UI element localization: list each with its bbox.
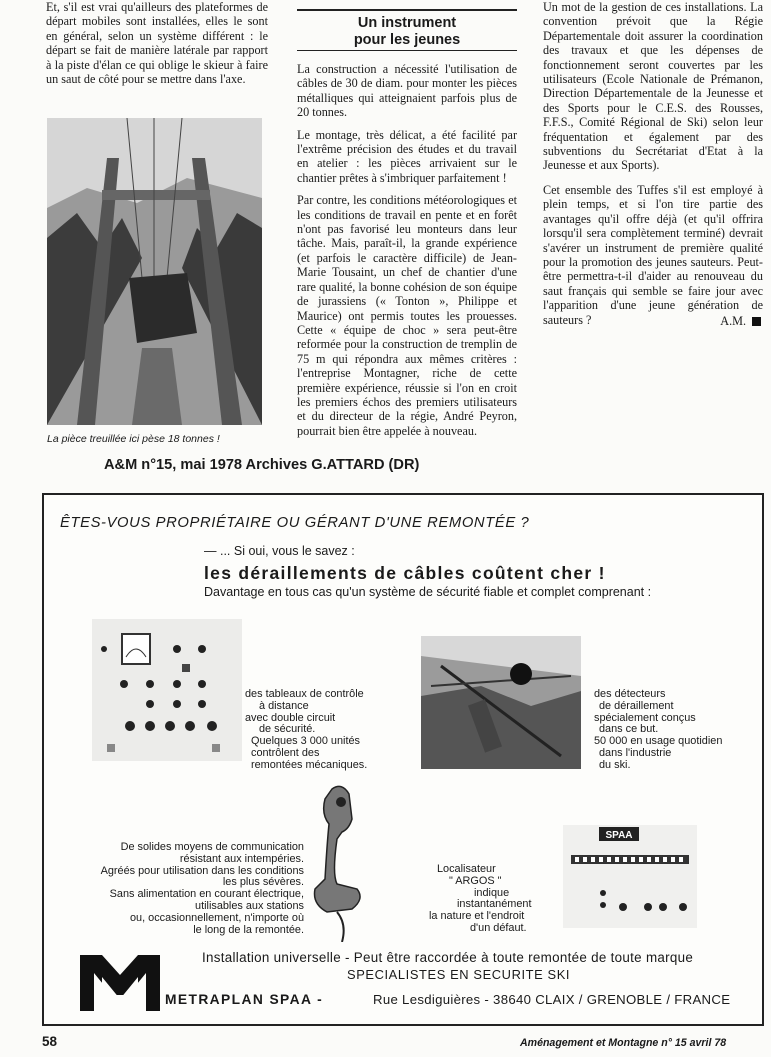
- argos-device-image: [563, 825, 697, 928]
- metraplan-logo-icon: [80, 955, 160, 1011]
- communication-description: [82, 842, 304, 936]
- ad-intro: Davantage en tous cas qu'un système de sécurité fiable et complet comprenant :: [204, 585, 652, 599]
- advertisement: [42, 493, 764, 1026]
- text-line: à distance: [259, 699, 309, 712]
- column-right: [543, 0, 763, 335]
- text-line: remontées mécaniques.: [251, 758, 368, 771]
- text-line: utilisables aux stations: [195, 899, 304, 912]
- paragraph: Un mot de la gestion de ces installations. La convention prévoit que la Régie Départementale doit assurer la coordination des travaux et que les dépenses de fonctionnement seront couvertes par les utilisateurs (Ecole Nationale de Prémanon, Direction Départementale de la Jeunesse et des Sports pour le C.E.S. des Rousses, F.F.S., Comité Régional de Ski) selon leur fréquentation et également par des subventions du Secrétariat d'Etat à la Jeunesse et aux Sports).: [543, 0, 763, 173]
- text-line: les plus sévères.: [222, 876, 304, 889]
- ad-address: Rue Lesdiguières - 38640 CLAIX / GRENOBLE / FRANCE: [373, 992, 731, 1007]
- text-line: dans l'industrie: [599, 746, 672, 759]
- signature-text: A.M.: [720, 314, 746, 328]
- text-line: ou, occasionnellement, n'importe où: [129, 911, 304, 924]
- text-line: Sans alimentation en courant électrique,: [109, 888, 304, 901]
- text-line: avec double circuit: [245, 711, 336, 724]
- text-line: de déraillement: [599, 699, 674, 712]
- text-line: De solides moyens de communication: [120, 841, 304, 853]
- ad-headline: les déraillements de câbles coûtent cher !: [204, 563, 606, 583]
- text-line: résistant aux intempéries.: [179, 852, 304, 865]
- text-line: dans ce but.: [599, 723, 659, 736]
- text-line: instantanément: [457, 898, 532, 911]
- section-title-line: Un instrument: [357, 15, 457, 31]
- paragraph: Par contre, les conditions météorologiques et les conditions de travail en pente et en forêt n'ont pas favorisé leu monteurs dans leur tâche. Mais, paraît-il, la grande expérience (et parfois le caractère difficile) de Jean-Marie Tousaint, un chef de chantier d'une rare qualité, la bonne cohésion de son équipe de jurassiens (« Tonton », Philippe et Maurice) ont permis toutes les prouesses. Cette « équipe de choc » sera peut-être reformée pour la construction de tremplin de 75 m qui répondra aux mêmes critères : l'entreprise Montagner, riche de cette première expérience, réussie si l'on en croit les premiers échos des premiers utilisateurs et du directeur de la régie, André Peyron, pourrait bien être appelée à nouveau.: [297, 193, 517, 438]
- telephone-handset-image: [307, 784, 367, 942]
- text-line: d'un défaut.: [470, 921, 527, 934]
- text-line: des détecteurs: [594, 688, 666, 700]
- panel-description: [245, 689, 367, 772]
- column-middle: [297, 62, 517, 446]
- section-title: [297, 9, 517, 51]
- text-line: le long de la remontée.: [193, 923, 304, 936]
- author-signature: [543, 314, 761, 329]
- text-line: du ski.: [599, 758, 631, 771]
- text-line: la nature et l'endroit: [429, 910, 525, 923]
- text-line: des tableaux de contrôle: [245, 688, 364, 700]
- running-footer: Aménagement et Montagne n° 15 avril 78: [520, 1037, 727, 1049]
- paragraph: Cet ensemble des Tuffes s'il est employé à plein temps, et si l'on tire partie des avantages qu'il offre déjà (et qu'il offrira lorsqu'il sera complètement terminé) devrait s'avérer un instrument de première qualité pour la promotion des jeunes sauteurs. Peut-être permettra-t-il d'aider au renouveau du saut français qui semble se faire jour avec l'apparition d'une jeune génération de sauteurs ?: [543, 182, 763, 327]
- column-left: [46, 0, 268, 94]
- page-number: 58: [42, 1034, 58, 1049]
- argos-description: [429, 864, 555, 935]
- text-line: Localisateur: [437, 863, 496, 875]
- end-mark-icon: [752, 317, 761, 326]
- paragraph: Et, s'il est vrai qu'ailleurs des plateformes de départ mobiles sont installées, elles le sont en général, selon un système différent : le départ se fait de manière latérale par rapport à la piste d'élan ce qui oblige le skieur à faire un saut de côté pour se mettre dans l'axe.: [46, 0, 268, 87]
- text-line: Agréés pour utilisation dans les conditions: [100, 864, 304, 877]
- text-line: 50 000 en usage quotidien: [594, 735, 723, 748]
- ad-footer-universal: Installation universelle - Peut être raccordée à toute remontée de toute marque: [202, 950, 694, 965]
- ad-sub: — ... Si oui, vous le savez :: [204, 544, 355, 558]
- text-line: de sécurité.: [259, 723, 316, 736]
- ad-question: ÊTES-VOUS PROPRIÉTAIRE OU GÉRANT D'UNE REMONTÉE ?: [60, 515, 530, 531]
- construction-photo: [47, 118, 262, 425]
- control-panel-image: [92, 619, 242, 761]
- paragraph: La construction a nécessité l'utilisation de câbles de 30 de diam. pour monter les pièces métalliques qui atteignaient parfois plus de 20 tonnes.: [297, 62, 517, 120]
- text-line: " ARGOS ": [449, 874, 502, 887]
- ad-footer-specialists: SPECIALISTES EN SECURITE SKI: [347, 967, 571, 982]
- text-line: spécialement conçus: [594, 711, 696, 724]
- archive-label: A&M n°15, mai 1978 Archives G.ATTARD (DR): [104, 457, 420, 473]
- photo-caption: La pièce treuillée ici pèse 18 tonnes !: [47, 433, 220, 445]
- detector-image: [421, 636, 581, 769]
- section-title-line: pour les jeunes: [353, 32, 461, 48]
- text-line: Quelques 3 000 unités: [251, 735, 360, 748]
- paragraph: Le montage, très délicat, a été facilité par l'extrême précision des études et du travail en atelier : les pièces arrivaient sur le chantier prêtes à s'imbriquer parfaitement !: [297, 127, 517, 185]
- ad-brand: METRAPLAN SPAA -: [165, 992, 324, 1007]
- text-line: contrôlent des: [251, 746, 320, 759]
- argos-label: SPAA: [605, 830, 633, 841]
- text-line: indique: [474, 886, 510, 899]
- detector-description: [594, 689, 722, 772]
